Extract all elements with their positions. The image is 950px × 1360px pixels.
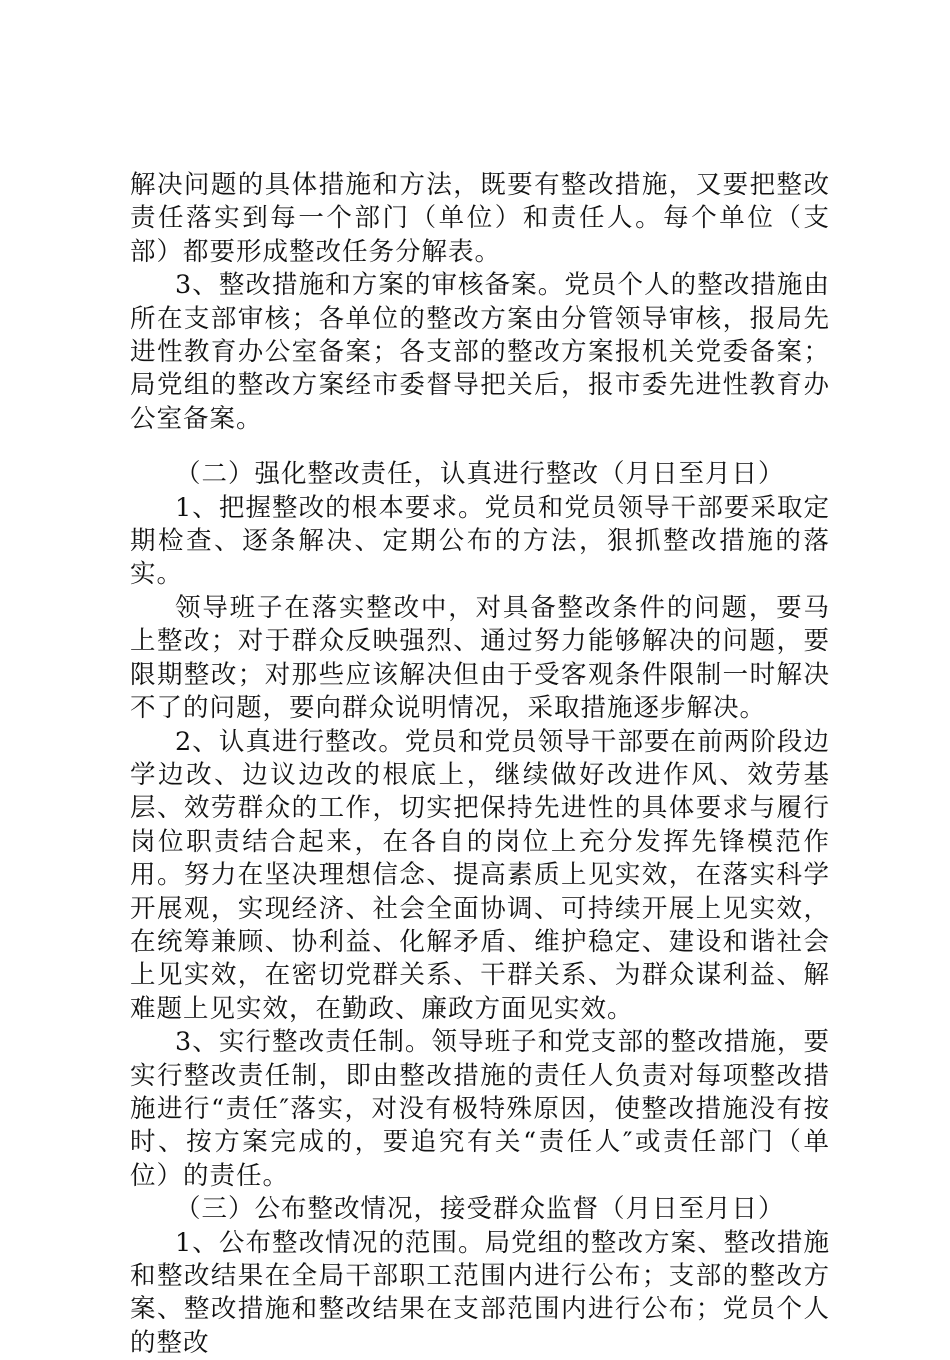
paragraph-publication-scope: 1、公布整改情况的范围。局党组的整改方案、整改措施和整改结果在全局干部职工范围内进行公布；支部的整改方案、整改措施和整改结果在支部范围内进行公布；党员个人的整改 [130, 1227, 830, 1358]
document-page [130, 169, 830, 1360]
paragraph-review-filing: 3、整改措施和方案的审核备案。党员个人的整改措施由所在支部审核；各单位的整改方案由分管领导审核，报局先进性教育办公室备案；各支部的整改方案报机关党委备案；局党组的整改方案经市委督导把关后，报市委先进性教育办公室备案。 [130, 270, 830, 434]
paragraph-basic-requirements: 1、把握整改的根本要求。党员和党员领导干部要采取定期检查、逐条解决、定期公布的方法，狠抓整改措施的落实。 [130, 492, 830, 590]
paragraph-leadership-rectification: 领导班子在落实整改中，对具备整改条件的问题，要马上整改；对于群众反映强烈、通过努力能够解决的问题，要限期整改；对那些应该解决但由于受客观条件限制一时解决不了的问题，要向群众说明情况，采取措施逐步解决。 [130, 592, 830, 724]
section-heading-2: （二）强化整改责任，认真进行整改（月日至月日） [175, 459, 785, 490]
paragraph-conduct-rectification: 2、认真进行整改。党员和党员领导干部要在前两阶段边学边改、边议边改的根底上，继续做好改进作风、效劳基层、效劳群众的工作，切实把保持先进性的具体要求与履行岗位职责结合起来，在各自的岗位上充分发挥先锋模范作用。努力在坚决理想信念、提高素质上见实效，在落实科学开展观，实现经济、社会全面协调、可持续开展上见实效，在统筹兼顾、协利益、化解矛盾、维护稳定、建设和谐社会上见实效，在密切党群关系、干群关系、为群众谋利益、解难题上见实效，在勤政、廉政方面见实效。 [130, 726, 830, 1024]
paragraph-continuation: 解决问题的具体措施和方法，既要有整改措施，又要把整改责任落实到每一个部门（单位）和责任人。每个单位（支部）都要形成整改任务分解表。 [130, 170, 830, 267]
paragraph-responsibility-system: 3、实行整改责任制。领导班子和党支部的整改措施，要实行整改责任制，即由整改措施的责任人负责对每项整改措施进行“责任″落实，对没有极特殊原因，使整改措施没有按时、按方案完成的，要追究有关“责任人″或责任部门（单位）的责任。 [130, 1027, 830, 1191]
section-heading-3: （三）公布整改情况，接受群众监督（月日至月日） [175, 1194, 785, 1225]
